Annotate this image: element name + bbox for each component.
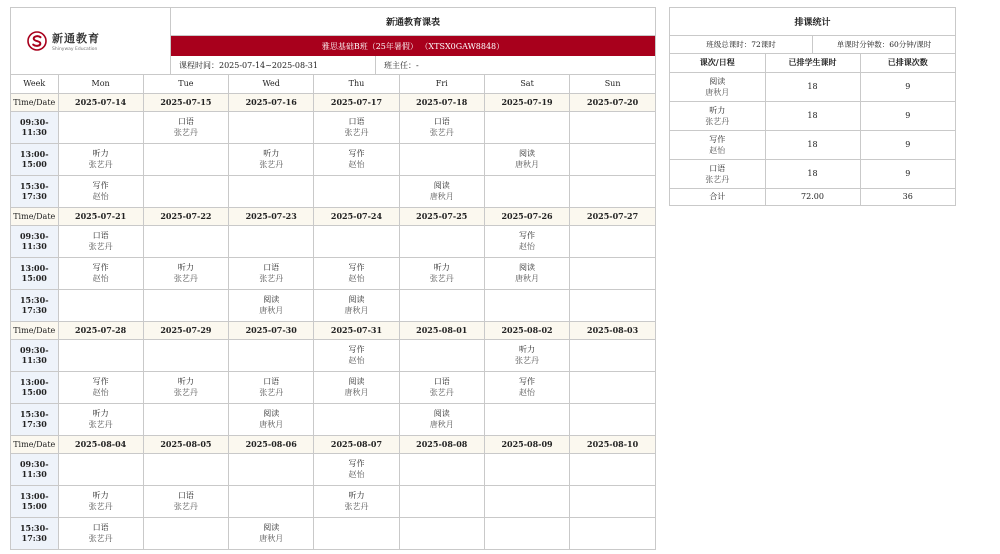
stats-subject-cell	[670, 101, 765, 130]
lesson-subject: 听力	[519, 345, 536, 354]
lesson-subject: 听力	[92, 409, 109, 418]
stats-header-cell: 已排课次数	[860, 54, 955, 72]
lesson-teacher: 张艺丹	[88, 242, 113, 251]
lesson-cell	[399, 111, 484, 143]
lesson-cell	[58, 143, 143, 175]
stats-row	[670, 101, 955, 130]
stats-hours: 18	[765, 130, 860, 159]
lesson-cell	[58, 225, 143, 257]
stats-panel	[669, 7, 956, 206]
stats-subject-cell	[670, 130, 765, 159]
lesson-subject: 写作	[348, 345, 365, 354]
lesson-cell	[314, 289, 399, 321]
stats-teacher: 张艺丹	[705, 116, 730, 126]
lesson-cell	[484, 371, 569, 403]
empty-cell	[229, 175, 314, 207]
lesson-subject: 阅读	[519, 149, 536, 158]
lesson-subject: 听力	[177, 263, 194, 272]
lesson-cell	[484, 257, 569, 289]
time-slot-row	[11, 225, 655, 257]
lesson-subject: 写作	[92, 181, 109, 190]
empty-cell	[484, 485, 569, 517]
stats-subject: 口语	[709, 163, 726, 173]
weekday-header-row	[11, 75, 655, 93]
lesson-cell	[314, 143, 399, 175]
time-slot-label: 13:00-15:00	[11, 371, 58, 403]
time-slot-label: 09:30-11:30	[11, 339, 58, 371]
time-slot-label: 13:00-15:00	[11, 143, 58, 175]
date-cell: 2025-08-08	[399, 435, 484, 453]
date-cell: 2025-07-25	[399, 207, 484, 225]
empty-cell	[484, 175, 569, 207]
date-cell: 2025-07-20	[570, 93, 655, 111]
lesson-teacher: 张艺丹	[515, 356, 540, 365]
stats-title: 排课统计	[670, 8, 955, 36]
empty-cell	[314, 225, 399, 257]
time-slot-row	[11, 339, 655, 371]
lesson-cell	[399, 257, 484, 289]
weekday-1: Tue	[143, 75, 228, 93]
lesson-subject: 口语	[433, 117, 450, 126]
date-cell: 2025-08-06	[229, 435, 314, 453]
shinyway-logo-icon	[27, 31, 47, 51]
course-period: 课程时间：2025-07-14~2025-08-31	[171, 56, 376, 74]
stats-hours: 18	[765, 101, 860, 130]
stats-header-cell: 已排学生课时	[765, 54, 860, 72]
stats-count: 9	[860, 101, 955, 130]
stats-hours: 18	[765, 159, 860, 188]
lesson-cell	[143, 371, 228, 403]
date-cell: 2025-07-15	[143, 93, 228, 111]
time-slot-row	[11, 175, 655, 207]
stats-subject: 阅读	[709, 76, 726, 86]
time-slot-label: 09:30-11:30	[11, 111, 58, 143]
empty-cell	[143, 225, 228, 257]
lesson-cell	[58, 371, 143, 403]
empty-cell	[570, 143, 655, 175]
unit-minutes: 单课时分钟数：60分钟/课时	[836, 40, 932, 49]
time-date-label: Time/Date	[11, 435, 58, 453]
empty-cell	[570, 485, 655, 517]
empty-cell	[570, 517, 655, 549]
lesson-cell	[58, 485, 143, 517]
empty-cell	[570, 339, 655, 371]
empty-cell	[399, 143, 484, 175]
total-hours: 班级总课时：72课时	[670, 36, 813, 53]
lesson-subject: 阅读	[348, 377, 365, 386]
empty-cell	[58, 339, 143, 371]
empty-cell	[229, 225, 314, 257]
time-slot-row	[11, 111, 655, 143]
date-cell: 2025-08-07	[314, 435, 399, 453]
empty-cell	[314, 517, 399, 549]
empty-cell	[143, 175, 228, 207]
stats-row	[670, 72, 955, 101]
lesson-teacher: 赵怡	[348, 274, 365, 283]
time-slot-label: 13:00-15:00	[11, 257, 58, 289]
lesson-subject: 写作	[348, 459, 365, 468]
lesson-cell	[58, 257, 143, 289]
time-slot-label: 13:00-15:00	[11, 485, 58, 517]
lesson-cell	[143, 257, 228, 289]
lesson-subject: 听力	[92, 149, 109, 158]
empty-cell	[484, 289, 569, 321]
date-row	[11, 321, 655, 339]
date-cell: 2025-08-02	[484, 321, 569, 339]
lesson-cell	[399, 371, 484, 403]
time-slot-row	[11, 289, 655, 321]
lesson-teacher: 张艺丹	[173, 128, 198, 137]
empty-cell	[399, 517, 484, 549]
time-slot-row	[11, 453, 655, 485]
lesson-teacher: 唐秋月	[515, 160, 540, 169]
lesson-teacher: 赵怡	[348, 356, 365, 365]
lesson-cell	[399, 175, 484, 207]
empty-cell	[58, 111, 143, 143]
class-name-banner: 雅思基础B班（25年暑假） （XTSX0GAW8848）	[171, 36, 655, 56]
stats-subject-cell	[670, 159, 765, 188]
lesson-cell	[314, 111, 399, 143]
empty-cell	[570, 257, 655, 289]
lesson-subject: 写作	[92, 263, 109, 272]
lesson-subject: 写作	[92, 377, 109, 386]
lesson-cell	[229, 403, 314, 435]
lesson-teacher: 唐秋月	[515, 274, 540, 283]
time-slot-label: 15:30-17:30	[11, 403, 58, 435]
empty-cell	[229, 485, 314, 517]
lesson-teacher: 赵怡	[92, 388, 109, 397]
lesson-cell	[58, 403, 143, 435]
lesson-cell	[399, 403, 484, 435]
weekday-0: Mon	[58, 75, 143, 93]
lesson-teacher: 赵怡	[348, 160, 365, 169]
brand-name-en: Shinyway Education	[52, 47, 98, 52]
empty-cell	[570, 111, 655, 143]
lesson-subject: 口语	[263, 263, 280, 272]
empty-cell	[570, 289, 655, 321]
stats-row	[670, 130, 955, 159]
lesson-subject: 阅读	[348, 295, 365, 304]
time-slot-label: 15:30-17:30	[11, 175, 58, 207]
time-date-label: Time/Date	[11, 321, 58, 339]
empty-cell	[484, 453, 569, 485]
empty-cell	[484, 517, 569, 549]
empty-cell	[314, 175, 399, 207]
lesson-cell	[229, 517, 314, 549]
schedule-grid	[11, 75, 655, 549]
date-cell: 2025-07-24	[314, 207, 399, 225]
lesson-teacher: 张艺丹	[429, 388, 454, 397]
lesson-subject: 听力	[433, 263, 450, 272]
time-slot-row	[11, 485, 655, 517]
date-cell: 2025-08-01	[399, 321, 484, 339]
time-slot-row	[11, 403, 655, 435]
stats-header-row	[670, 54, 955, 72]
empty-cell	[570, 225, 655, 257]
brand-name: 新通教育	[52, 32, 100, 45]
weekday-5: Sat	[484, 75, 569, 93]
empty-cell	[229, 339, 314, 371]
lesson-subject: 阅读	[263, 409, 280, 418]
lesson-teacher: 张艺丹	[88, 502, 113, 511]
lesson-teacher: 唐秋月	[344, 388, 369, 397]
date-cell: 2025-08-10	[570, 435, 655, 453]
lesson-subject: 口语	[177, 491, 194, 500]
lesson-subject: 阅读	[433, 181, 450, 190]
lesson-teacher: 唐秋月	[259, 420, 284, 429]
lesson-teacher: 唐秋月	[429, 192, 454, 201]
lesson-cell	[58, 517, 143, 549]
stats-total-row	[670, 188, 955, 205]
lesson-subject: 阅读	[433, 409, 450, 418]
lesson-subject: 写作	[348, 263, 365, 272]
empty-cell	[314, 403, 399, 435]
lesson-cell	[314, 453, 399, 485]
empty-cell	[143, 339, 228, 371]
weekday-3: Thu	[314, 75, 399, 93]
stats-total-label: 合计	[670, 188, 765, 205]
time-date-label: Time/Date	[11, 93, 58, 111]
time-slot-label: 15:30-17:30	[11, 517, 58, 549]
date-cell: 2025-07-18	[399, 93, 484, 111]
lesson-teacher: 张艺丹	[344, 502, 369, 511]
lesson-subject: 写作	[519, 231, 536, 240]
lesson-subject: 听力	[263, 149, 280, 158]
lesson-teacher: 张艺丹	[259, 388, 284, 397]
lesson-subject: 写作	[348, 149, 365, 158]
date-cell: 2025-07-16	[229, 93, 314, 111]
empty-cell	[58, 289, 143, 321]
stats-total-count: 36	[860, 188, 955, 205]
lesson-cell	[484, 225, 569, 257]
lesson-teacher: 张艺丹	[88, 420, 113, 429]
lesson-cell	[143, 111, 228, 143]
lesson-teacher: 唐秋月	[429, 420, 454, 429]
lesson-cell	[314, 339, 399, 371]
date-cell: 2025-07-30	[229, 321, 314, 339]
lesson-teacher: 赵怡	[92, 192, 109, 201]
lesson-subject: 听力	[92, 491, 109, 500]
date-cell: 2025-07-21	[58, 207, 143, 225]
date-cell: 2025-08-05	[143, 435, 228, 453]
stats-count: 9	[860, 130, 955, 159]
lesson-teacher: 唐秋月	[259, 306, 284, 315]
stats-teacher: 张艺丹	[705, 174, 730, 184]
schedule-panel	[10, 7, 656, 550]
lesson-subject: 口语	[433, 377, 450, 386]
date-row	[11, 93, 655, 111]
date-cell: 2025-07-27	[570, 207, 655, 225]
stats-teacher: 唐秋月	[705, 87, 730, 97]
date-cell: 2025-07-19	[484, 93, 569, 111]
time-slot-row	[11, 517, 655, 549]
lesson-teacher: 张艺丹	[88, 534, 113, 544]
date-cell: 2025-07-22	[143, 207, 228, 225]
time-slot-row	[11, 371, 655, 403]
lesson-cell	[58, 175, 143, 207]
lesson-subject: 阅读	[263, 295, 280, 304]
empty-cell	[570, 403, 655, 435]
date-cell: 2025-07-17	[314, 93, 399, 111]
empty-cell	[399, 453, 484, 485]
lesson-cell	[314, 371, 399, 403]
lesson-teacher: 赵怡	[348, 470, 365, 479]
empty-cell	[143, 143, 228, 175]
lesson-teacher: 赵怡	[92, 274, 109, 283]
time-slot-label: 09:30-11:30	[11, 225, 58, 257]
date-cell: 2025-07-23	[229, 207, 314, 225]
weekday-4: Fri	[399, 75, 484, 93]
empty-cell	[570, 453, 655, 485]
lesson-teacher: 张艺丹	[259, 160, 284, 169]
empty-cell	[143, 403, 228, 435]
stats-subject: 写作	[709, 134, 726, 144]
lesson-subject: 阅读	[519, 263, 536, 272]
lesson-teacher: 张艺丹	[88, 160, 113, 169]
lesson-cell	[314, 257, 399, 289]
lesson-teacher: 张艺丹	[344, 128, 369, 137]
time-slot-label: 15:30-17:30	[11, 289, 58, 321]
lesson-cell	[314, 485, 399, 517]
lesson-teacher: 张艺丹	[429, 274, 454, 283]
date-cell: 2025-08-09	[484, 435, 569, 453]
date-cell: 2025-08-03	[570, 321, 655, 339]
stats-teacher: 赵怡	[709, 145, 726, 155]
empty-cell	[570, 175, 655, 207]
lesson-subject: 写作	[519, 377, 536, 386]
date-row	[11, 207, 655, 225]
date-cell: 2025-07-29	[143, 321, 228, 339]
empty-cell	[143, 289, 228, 321]
lesson-teacher: 张艺丹	[173, 502, 198, 511]
stats-subject-cell	[670, 72, 765, 101]
empty-cell	[229, 453, 314, 485]
time-slot-row	[11, 257, 655, 289]
empty-cell	[143, 453, 228, 485]
week-label: Week	[11, 75, 58, 93]
lesson-teacher: 赵怡	[519, 388, 536, 397]
lesson-subject: 口语	[177, 117, 194, 126]
lesson-subject: 阅读	[263, 523, 280, 533]
stats-total-hours: 72.00	[765, 188, 860, 205]
stats-hours: 18	[765, 72, 860, 101]
lesson-subject: 听力	[348, 491, 365, 500]
lesson-subject: 口语	[92, 231, 109, 240]
lesson-teacher: 张艺丹	[173, 274, 198, 283]
stats-table	[670, 54, 955, 205]
lesson-subject: 听力	[177, 377, 194, 386]
schedule-header	[11, 8, 655, 75]
empty-cell	[484, 111, 569, 143]
lesson-cell	[484, 339, 569, 371]
date-cell: 2025-07-31	[314, 321, 399, 339]
head-teacher: 班主任：-	[384, 60, 419, 70]
lesson-teacher: 唐秋月	[259, 534, 284, 544]
lesson-teacher: 张艺丹	[173, 388, 198, 397]
date-cell: 2025-07-14	[58, 93, 143, 111]
weekday-6: Sun	[570, 75, 655, 93]
time-slot-label: 09:30-11:30	[11, 453, 58, 485]
lesson-cell	[229, 257, 314, 289]
lesson-subject: 口语	[92, 523, 109, 533]
lesson-subject: 口语	[348, 117, 365, 126]
time-date-label: Time/Date	[11, 207, 58, 225]
empty-cell	[570, 371, 655, 403]
stats-header-cell: 课次/日程	[670, 54, 765, 72]
stats-count: 9	[860, 72, 955, 101]
lesson-teacher: 张艺丹	[429, 128, 454, 137]
date-cell: 2025-07-28	[58, 321, 143, 339]
empty-cell	[58, 453, 143, 485]
lesson-cell	[484, 143, 569, 175]
lesson-cell	[229, 143, 314, 175]
brand-logo	[11, 8, 171, 74]
empty-cell	[399, 225, 484, 257]
lesson-teacher: 唐秋月	[344, 306, 369, 315]
empty-cell	[399, 339, 484, 371]
time-slot-row	[11, 143, 655, 175]
empty-cell	[143, 517, 228, 549]
weekday-2: Wed	[229, 75, 314, 93]
empty-cell	[229, 111, 314, 143]
lesson-cell	[229, 371, 314, 403]
date-cell: 2025-08-04	[58, 435, 143, 453]
empty-cell	[484, 403, 569, 435]
lesson-cell	[143, 485, 228, 517]
empty-cell	[399, 289, 484, 321]
empty-cell	[399, 485, 484, 517]
date-row	[11, 435, 655, 453]
lesson-teacher: 张艺丹	[259, 274, 284, 283]
schedule-title: 新通教育课表	[171, 8, 655, 36]
lesson-teacher: 赵怡	[519, 242, 536, 251]
stats-subject: 听力	[709, 105, 726, 115]
lesson-cell	[229, 289, 314, 321]
stats-count: 9	[860, 159, 955, 188]
stats-row	[670, 159, 955, 188]
date-cell: 2025-07-26	[484, 207, 569, 225]
lesson-subject: 口语	[263, 377, 280, 386]
